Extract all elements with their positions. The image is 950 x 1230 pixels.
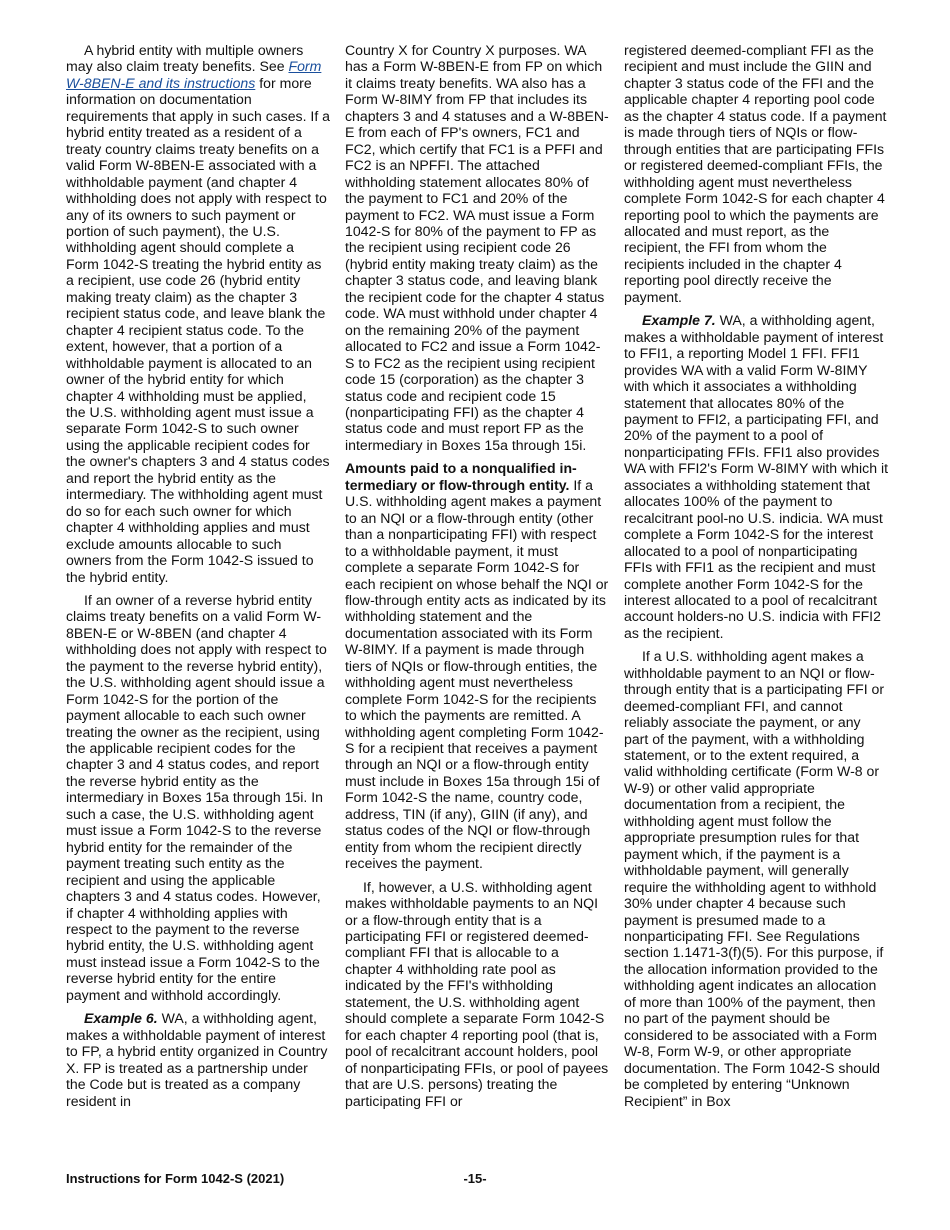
paragraph-nqi-heading: Amounts paid to a nonqualified in-termediary or flow-through entity. If a U.S. withholding agent makes a payment to an NQI or a flow-through entity (other than a nonparticipating FFI) with respect to a withholdable payment, it must complete a separate Form 1042-S for each recipient on whose behalf the NQI or flow-through entity acts as indicated by its withholding statement and the documentation associated with its Form W-8IMY. If a payment is made through tiers of NQIs or flow-through entities, the withholding agent must nevertheless complete Form 1042-S for the recipients to which the payments are remitted. A withholding agent completing Form 1042-S for a recipient that receives a payment through an NQI or a flow-through entity must include in Boxes 15a through 15i of Form 1042-S the name, country code, address, TIN (if any), GIIN (if any), and status codes of the NQI or flow-through entity from whom the recipient directly receives the payment. xyxy=(345,460,609,872)
paragraph-chapter4-pools: If, however, a U.S. withholding agent makes withholdable payments to an NQI or a flow-through entity that is a participating FFI or registered deemed-compliant FFI that is allocable to a chapter 4 withholding rate pool as indicated by the FFI's withholding statement, the U.S. withholding agent should complete a separate Form 1042-S for each chapter 4 reporting pool (that is, pool of recalcitrant account holders, pool of nonparticipating FFIs, or pool of payees that are U.S. persons) treating the participating FFI or xyxy=(345,878,609,1109)
column-middle xyxy=(345,42,609,1116)
paragraph-example-6: Example 6. WA, a withholding agent, makes a withholdable payment of interest to FP, a hybrid entity organized in Country X. FP is treated as a partnership under the Code but is treated as a company resident in xyxy=(66,1010,328,1109)
column-right xyxy=(624,42,888,1116)
paragraph-presumption-rules: If a U.S. withholding agent makes a withholdable payment to an NQI or flow-through entity that is a participating FFI or deemed-compliant FFI, and cannot reliably associate the payment, or any part of the payment, with a withholding statement, or to the extent required, a valid withholding certificate (Form W-8 or W-9) or other valid appropriate documentation from a recipient, the withholding agent must follow the appropriate presumption rules for that payment which, if the payment is a withholdable payment, will generally require the withholding agent to withhold 30% under chapter 4 because such payment is presumed made to a nonparticipating FFI. See Regulations section 1.1471-3(f)(5). For this purpose, if the allocation information provided to the withholding agent indicates an allocation of more than 100% of the payment, then no part of the payment should be considered to be associated with a Form W-8, Form W-9, or other appropriate documentation. The Form 1042-S should be completed by entering “Unknown Recipient” in Box xyxy=(624,648,885,1109)
paragraph-example-6-continued: Country X for Country X purposes. WA has a Form W-8BEN-E from FP on which it claims treaty benefits. WA also has a Form W-8IMY from FP that includes its chapters 3 and 4 statuses and a W-8BEN-E from each of FP's owners, FC1 and FC2, which certify that FC1 is a PFFI and FC2 is an NPFFI. The attached withholding statement allocates 80% of the payment to FC1 and 20% of the payment to FC2. WA must issue a Form 1042-S for 80% of the payment to FP as the recipient using recipient code 26 (hybrid entity making treaty claim) as the chapter 3 status code, and leaving blank the recipient code for the chapter 4 status code. WA must withhold under chapter 4 on the remaining 20% of the payment allocated to FC2 and issue a Form 1042-S to FC2 as the recipient using recipient code 15 (corporation) as the chapter 3 status code and recipient code 15 (nonparticipating FFI) as the chapter 4 status code and must report FP as the intermediary in Boxes 15a through 15i. xyxy=(345,42,609,453)
paragraph-example-7: Example 7. WA, a withholding agent, makes a withholdable payment of interest to FFI1, a reporting Model 1 FFI. FFI1 provides WA with a valid Form W-8IMY with which it associates a withholding statement that allocates 80% of the payment to FFI2, a participating FFI, and 20% of the payment to a pool of nonparticipating FFIs. FFI1 also provides WA with FFI2's Form W-8IMY with which it associates a withholding statement that allocates 100% of the payment to recalcitrant pool-no U.S. indicia. WA must complete a Form 1042-S for the interest allocated to a pool of nonparticipating FFIs with FFI1 as the recipient and must complete another Form 1042-S for the interest allocated to a pool of recalcitrant account holders-no U.S. indicia with FFI2 as the recipient. xyxy=(624,312,888,641)
example-6-label: Example 6. xyxy=(84,1010,158,1027)
paragraph-pools-continued: registered deemed-compliant FFI as the recipient and must include the GIIN and chapter 3 status code of the FFI and the applicable chapter 4 reporting pool code as the chapter 4 status code. If a payment is made through tiers of NQIs or flow-through entities that are participating FFIs or registered deemed-compliant FFIs, the withholding agent must nevertheless complete Form 1042-S for each chapter 4 reporting pool to which the payments are allocated and must report, as the recipient, the FFI from whom the recipients included in the chapter 4 reporting pool directly receive the payment. xyxy=(624,42,887,305)
footer-page-number: -15- xyxy=(463,1171,487,1186)
paragraph-hybrid-entity: A hybrid entity with multiple owners may also claim treaty benefits. See Form W-8BEN-E and its instructions for more information on documentation requirements that apply in such cases. If a hybrid entity treated as a resident of a treaty country claims treaty benefits on a valid Form W-8BEN-E associated with a withholdable payment (and chapter 4 withholding does not apply with respect to any of its owners to such payment or portion of such payment), the U.S. withholding agent should complete a Form 1042-S treating the hybrid entity as a recipient, use code 26 (hybrid entity making treaty claim) as the chapter 3 recipient status code, and leave blank the chapter 4 recipient status code. To the extent, however, that a portion of a withholdable payment is allocated to an owner of the hybrid entity for which chapter 4 withholding must be applied, the U.S. withholding agent must issue a separate Form 1042-S to such owner using the applicable recipient codes for the owner's chapters 3 and 4 status codes and report the hybrid entity as the intermediary. The withholding agent must do so for each such owner for which chapter 4 withholding applies and must exclude amounts allocable to such owners from the Form 1042-S issued to the hybrid entity. xyxy=(66,42,331,585)
section-heading-nqi: Amounts paid to a nonqualified in-termediary or flow-through entity. xyxy=(345,460,577,493)
footer-form-title: Instructions for Form 1042-S (2021) xyxy=(66,1171,285,1186)
paragraph-reverse-hybrid: If an owner of a reverse hybrid entity claims treaty benefits on a valid Form W-8BEN-E or W-8BEN (and chapter 4 withholding does not apply with respect to the payment to the reverse hybrid entity), the U.S. withholding agent should issue a Form 1042-S for the portion of the payment allocable to each such owner treating the owner as the recipient, using the applicable recipient codes for the chapter 3 and 4 status codes, and report the reverse hybrid entity as the intermediary in Boxes 15a through 15i. In such a case, the U.S. withholding agent must issue a Form 1042-S to the reverse hybrid entity for the remainder of the payment treating such entity as the recipient and using the applicable chapters 3 and 4 status codes. However, if chapter 4 withholding applies with respect to the payment to the reverse hybrid entity, the U.S. withholding agent must instead issue a Form 1042-S to the reverse hybrid entity for the entire payment and withhold accordingly. xyxy=(66,591,327,1003)
example-7-label: Example 7. xyxy=(642,312,716,329)
column-left xyxy=(66,42,330,1116)
form-w8ben-e-instructions-link[interactable]: Form W-8BEN-E and its instructions xyxy=(66,58,322,91)
